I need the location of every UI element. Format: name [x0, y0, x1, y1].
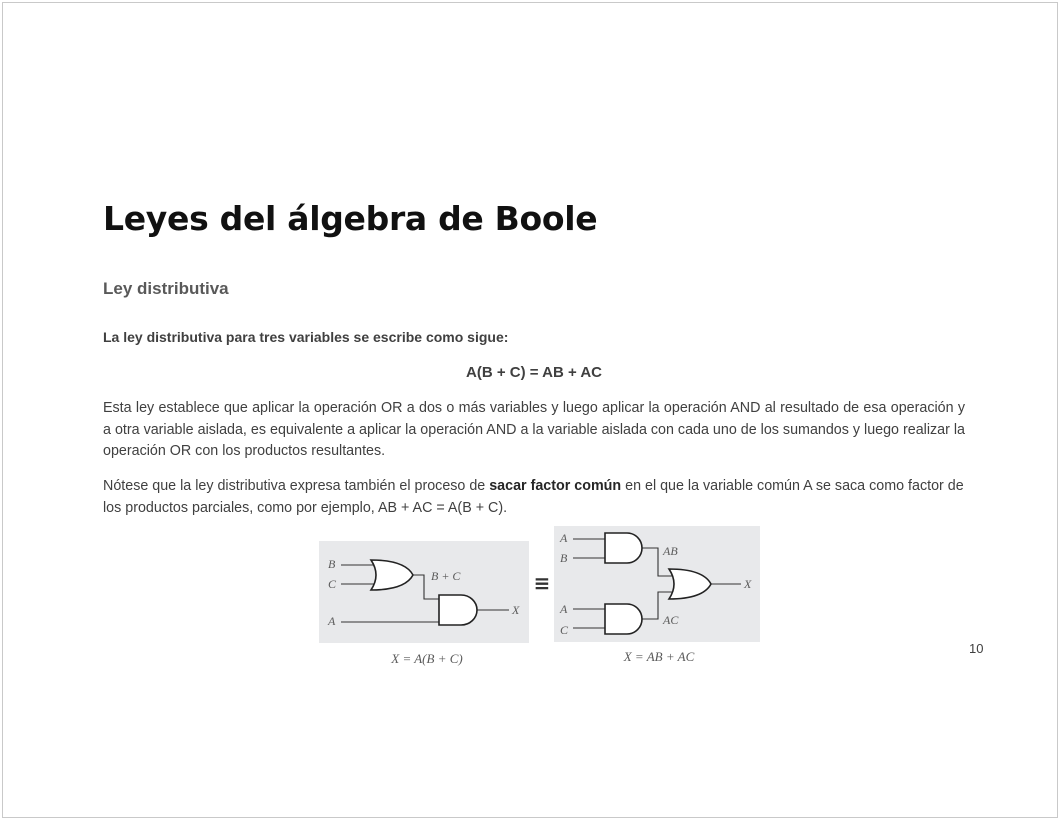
- slide-title: Leyes del álgebra de Boole: [103, 199, 598, 238]
- intro-text: La ley distributiva para tres variables se escribe como sigue:: [103, 329, 509, 345]
- label-a: A: [328, 614, 336, 628]
- label-b-plus-c: B + C: [431, 569, 461, 583]
- factor-text-after: en el que la variable común A se saca como factor de los productos parciales, como por ejemplo, AB + AC = A(B + C).: [103, 478, 964, 516]
- and-gate-bottom: [605, 604, 642, 634]
- and-gate: [439, 595, 477, 625]
- label-x-right: X: [744, 577, 752, 591]
- logic-circuit-figure: [319, 523, 764, 673]
- label-x-left: X: [512, 603, 520, 617]
- label-b: B: [328, 557, 336, 571]
- equivalence-symbol: ≡: [533, 571, 551, 595]
- page-number: 10: [969, 641, 984, 656]
- label-c: C: [328, 577, 337, 591]
- factor-paragraph: [103, 476, 965, 519]
- factor-text-before: Nótese que la ley distributiva expresa también el proceso de: [103, 478, 490, 494]
- slide-subtitle: Ley distributiva: [103, 279, 229, 298]
- explanation-paragraph: Esta ley establece que aplicar la operación OR a dos o más variables y luego aplicar la operación AND al resultado de esa operación y a otra variable aislada, es equivalente a aplicar la operación AND a la variable aislada con cada uno de los sumandos y luego realizar la operación OR con los productos resultantes.: [103, 400, 965, 459]
- slide: [2, 2, 1058, 818]
- label-b-right: B: [560, 551, 568, 565]
- distributive-formula: A(B + C) = AB + AC: [466, 364, 602, 381]
- label-ab: AB: [663, 544, 678, 558]
- factor-text-bold: sacar factor común: [489, 478, 622, 494]
- label-a-top: A: [560, 531, 568, 545]
- caption-right: X = AB + AC: [623, 649, 695, 664]
- label-a-bottom: A: [560, 602, 568, 616]
- and-gate-top: [605, 533, 642, 563]
- caption-left: X = A(B + C): [391, 651, 463, 666]
- label-c-right: C: [560, 623, 569, 637]
- label-ac: AC: [663, 613, 679, 627]
